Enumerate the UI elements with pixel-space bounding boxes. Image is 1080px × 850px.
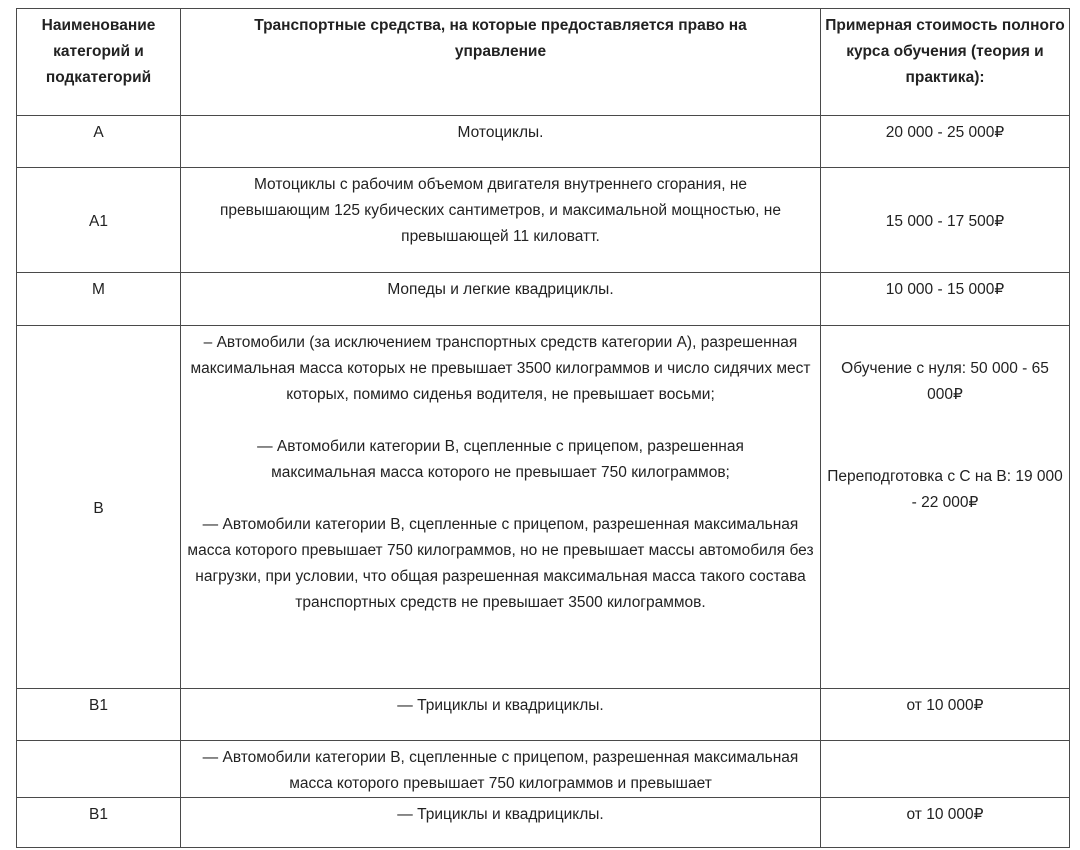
header-category: Наименование категорий и подкатегорий (17, 9, 181, 116)
description-cell (181, 168, 821, 273)
price-text: 10 000 - 15 000₽ (885, 281, 1005, 298)
price-text: Переподготовка с C на B: 19 000 - 22 000₽ (827, 468, 1063, 511)
description-cell (181, 326, 821, 689)
price-text: Обучение с нуля: 50 000 - 65 000₽ (841, 360, 1049, 403)
description-text: — Трициклы и квадрициклы. (397, 806, 604, 823)
price-cell (821, 116, 1070, 168)
table-row (17, 741, 1070, 798)
category-cell (17, 741, 181, 798)
table-header-row (17, 9, 1070, 116)
table-row (17, 689, 1070, 741)
description-text: Мотоциклы. (457, 124, 544, 141)
price-cell (821, 273, 1070, 326)
description-text: — Трициклы и квадрициклы. (397, 697, 604, 714)
category-cell: B1 (17, 798, 181, 848)
description-text: – Автомобили (за исключением транспортных средств категории А), разрешенная максимальная масса которых не превышает 3500 килограммов и число сидячих мест которых, помимо сиденья водителя, не превышает восьми; (190, 334, 811, 403)
description-cell (181, 273, 821, 326)
price-text: 15 000 - 17 500₽ (885, 213, 1005, 230)
price-cell (821, 741, 1070, 798)
description-cell (181, 116, 821, 168)
header-price: Примерная стоимость полного курса обучения (теория и практика): (821, 9, 1070, 116)
description-text: — Автомобили категории B, сцепленные с прицепом, разрешенная максимальная масса которого превышает 750 килограммов и превышает (202, 749, 799, 792)
category-cell: A1 (17, 168, 181, 273)
table-row (17, 326, 1070, 689)
price-text: 20 000 - 25 000₽ (885, 124, 1005, 141)
category-cell: M (17, 273, 181, 326)
table-row (17, 798, 1070, 848)
price-text: от 10 000₽ (906, 697, 984, 714)
price-cell (821, 326, 1070, 689)
category-cell: B (17, 326, 181, 689)
license-categories-table (16, 8, 1070, 848)
table-row (17, 116, 1070, 168)
description-text: — Автомобили категории B, сцепленные с прицепом, разрешенная максимальная масса которого превышает 750 килограммов, но не превышает массы автомобиля без нагрузки, при условии, что общая разрешенная максимальная масса такого состава транспортных средств не превышает 3500 килограммов. (187, 516, 814, 611)
price-cell (821, 168, 1070, 273)
description-cell (181, 798, 821, 848)
description-text: — Автомобили категории B, сцепленные с прицепом, разрешенная максимальная масса которого не превышает 750 килограммов; (257, 438, 744, 481)
table-row (17, 273, 1070, 326)
category-cell: B1 (17, 689, 181, 741)
price-cell (821, 798, 1070, 848)
description-cell (181, 741, 821, 798)
description-text: Мотоциклы с рабочим объемом двигателя внутреннего сгорания, не превышающим 125 кубических сантиметров, и максимальной мощностью, не превышающей 11 киловатт. (220, 176, 781, 245)
table-row (17, 168, 1070, 273)
description-cell (181, 689, 821, 741)
description-text: Мопеды и легкие квадрициклы. (387, 281, 614, 298)
category-cell: A (17, 116, 181, 168)
price-cell (821, 689, 1070, 741)
header-vehicles: Транспортные средства, на которые предоставляется право на управление (181, 9, 821, 116)
price-text: от 10 000₽ (906, 806, 984, 823)
